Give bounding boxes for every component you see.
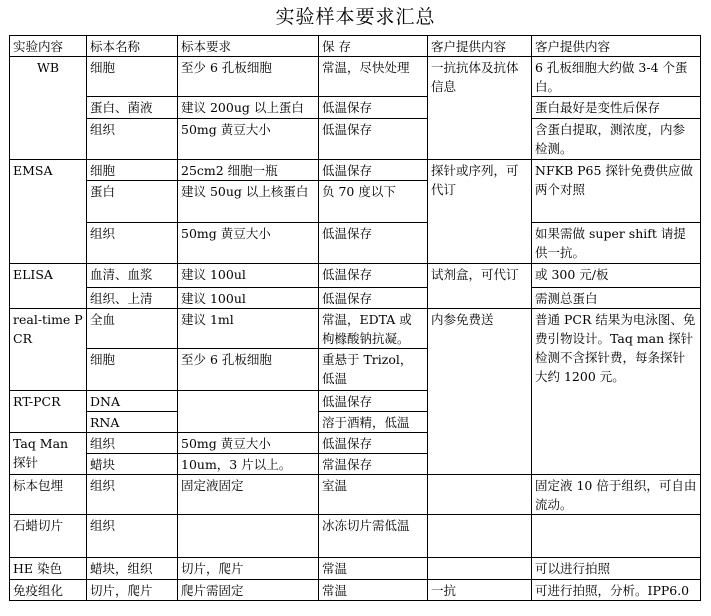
- storage-cell: 常温，EDTA 或枸橼酸钠抗凝。: [319, 309, 428, 349]
- page-title: 实验样本要求汇总: [275, 6, 436, 28]
- table-row: [10, 309, 701, 349]
- requirement-cell: 至少 6 孔板细胞: [178, 57, 319, 97]
- sample-cell: 全血: [87, 309, 178, 349]
- storage-cell: 低温保存: [319, 160, 428, 181]
- sample-cell: 组织: [87, 475, 178, 515]
- table-row: [10, 223, 701, 264]
- requirement-cell: 25cm2 细胞一瓶: [178, 160, 319, 181]
- notes-cell: 普通 PCR 结果为电泳图、免费引物设计。Taq man 探针检测不含探针费，每条探针大约 1200 元。: [532, 309, 701, 475]
- sample-cell: 切片，爬片: [87, 580, 178, 601]
- sample-cell: RNA: [87, 412, 178, 433]
- notes-cell: NFKB P65 探针免费供应做两个对照: [532, 160, 701, 223]
- requirement-cell: 建议 100ul: [178, 288, 319, 309]
- table-row: [10, 558, 701, 580]
- storage-cell: 重悬于 Trizol，低温: [319, 349, 428, 391]
- provide-cell: 试剂盒，可代订: [428, 264, 532, 309]
- table-row: [10, 475, 701, 515]
- requirement-cell: [178, 515, 319, 558]
- storage-cell: 室温: [319, 475, 428, 515]
- requirement-cell: 固定液固定: [178, 475, 319, 515]
- experiment-cell: RT-PCR: [10, 391, 87, 433]
- sample-cell: 组织: [87, 433, 178, 454]
- table-row: [10, 580, 701, 601]
- notes-cell: [532, 515, 701, 558]
- experiment-cell: 标本包埋: [10, 475, 87, 515]
- storage-cell: 低温保存: [319, 97, 428, 119]
- storage-cell: 低温保存: [319, 264, 428, 288]
- provide-cell: [428, 475, 532, 515]
- provide-cell: [428, 515, 532, 558]
- sample-cell: 细胞: [87, 160, 178, 181]
- header-cell: 客户提供内容: [532, 36, 701, 57]
- experiment-cell: EMSA: [10, 160, 87, 264]
- storage-cell: 低温保存: [319, 119, 428, 160]
- requirement-cell: 10um，3 片以上。: [178, 454, 319, 475]
- requirement-cell: 爬片需固定: [178, 580, 319, 601]
- table-row: [10, 288, 701, 309]
- table-row: [10, 57, 701, 97]
- header-cell: 标本名称: [87, 36, 178, 57]
- sample-cell: DNA: [87, 391, 178, 412]
- sample-cell: 蜡块，组织: [87, 558, 178, 580]
- storage-cell: 常温: [319, 580, 428, 601]
- provide-cell: 探针或序列，可代订: [428, 160, 532, 264]
- header-cell: 实验内容: [10, 36, 87, 57]
- notes-cell: 含蛋白提取，测浓度，内参检测。: [532, 119, 701, 160]
- provide-cell: [428, 558, 532, 580]
- provide-cell: 一抗抗体及抗体信息: [428, 57, 532, 160]
- requirement-cell: [178, 391, 319, 433]
- experiment-cell: real-time PCR: [10, 309, 87, 391]
- experiment-cell: WB: [10, 57, 87, 160]
- header-cell: 保 存: [319, 36, 428, 57]
- storage-cell: 冰冻切片需低温: [319, 515, 428, 558]
- storage-cell: 常温: [319, 558, 428, 580]
- requirement-cell: 50mg 黄豆大小: [178, 119, 319, 160]
- sample-cell: 组织: [87, 119, 178, 160]
- header-row: [10, 36, 701, 57]
- sample-cell: 蛋白、菌液: [87, 97, 178, 119]
- table-row: [10, 160, 701, 181]
- sample-requirements-table: [9, 35, 701, 601]
- table-row: [10, 97, 701, 119]
- requirement-cell: 至少 6 孔板细胞: [178, 349, 319, 391]
- storage-cell: 低温保存: [319, 223, 428, 264]
- notes-cell: 固定液 10 倍于组织，可自由流动。: [532, 475, 701, 515]
- notes-cell: 如果需做 super shift 请提供一抗。: [532, 223, 701, 264]
- requirement-cell: 建议 100ul: [178, 264, 319, 288]
- experiment-cell: 石蜡切片: [10, 515, 87, 558]
- sample-cell: 蜡块: [87, 454, 178, 475]
- requirement-cell: 50mg 黄豆大小: [178, 223, 319, 264]
- storage-cell: 常温，尽快处理: [319, 57, 428, 97]
- notes-cell: 需测总蛋白: [532, 288, 701, 309]
- table-row: [10, 264, 701, 288]
- experiment-cell: 免疫组化: [10, 580, 87, 601]
- sample-cell: 细胞: [87, 57, 178, 97]
- notes-cell: 蛋白最好是变性后保存: [532, 97, 701, 119]
- notes-cell: 可以进行拍照: [532, 558, 701, 580]
- notes-cell: 可进行拍照，分析。IPP6.0: [532, 580, 701, 601]
- table-row: [10, 515, 701, 558]
- storage-cell: 负 70 度以下: [319, 181, 428, 223]
- provide-cell: 内参免费送: [428, 309, 532, 475]
- storage-cell: 常温保存: [319, 454, 428, 475]
- sample-cell: 组织: [87, 515, 178, 558]
- sample-cell: 血清、血浆: [87, 264, 178, 288]
- notes-cell: 6 孔板细胞大约做 3-4 个蛋白。: [532, 57, 701, 97]
- requirement-cell: 建议 50ug 以上核蛋白: [178, 181, 319, 223]
- sample-cell: 组织、上清: [87, 288, 178, 309]
- storage-cell: 低温保存: [319, 288, 428, 309]
- requirement-cell: 建议 200ug 以上蛋白: [178, 97, 319, 119]
- sample-cell: 组织: [87, 223, 178, 264]
- experiment-cell: ELISA: [10, 264, 87, 309]
- experiment-cell: HE 染色: [10, 558, 87, 580]
- storage-cell: 低温保存: [319, 433, 428, 454]
- requirement-cell: 建议 1ml: [178, 309, 319, 349]
- sample-cell: 蛋白: [87, 181, 178, 223]
- experiment-cell: Taq Man 探针: [10, 433, 87, 475]
- requirement-cell: 切片，爬片: [178, 558, 319, 580]
- header-cell: 标本要求: [178, 36, 319, 57]
- storage-cell: 溶于酒精，低温: [319, 412, 428, 433]
- provide-cell: 一抗: [428, 580, 532, 601]
- header-cell: 客户提供内容: [428, 36, 532, 57]
- table-row: [10, 119, 701, 160]
- notes-cell: 或 300 元/板: [532, 264, 701, 288]
- requirement-cell: 50mg 黄豆大小: [178, 433, 319, 454]
- sample-cell: 细胞: [87, 349, 178, 391]
- storage-cell: 低温保存: [319, 391, 428, 412]
